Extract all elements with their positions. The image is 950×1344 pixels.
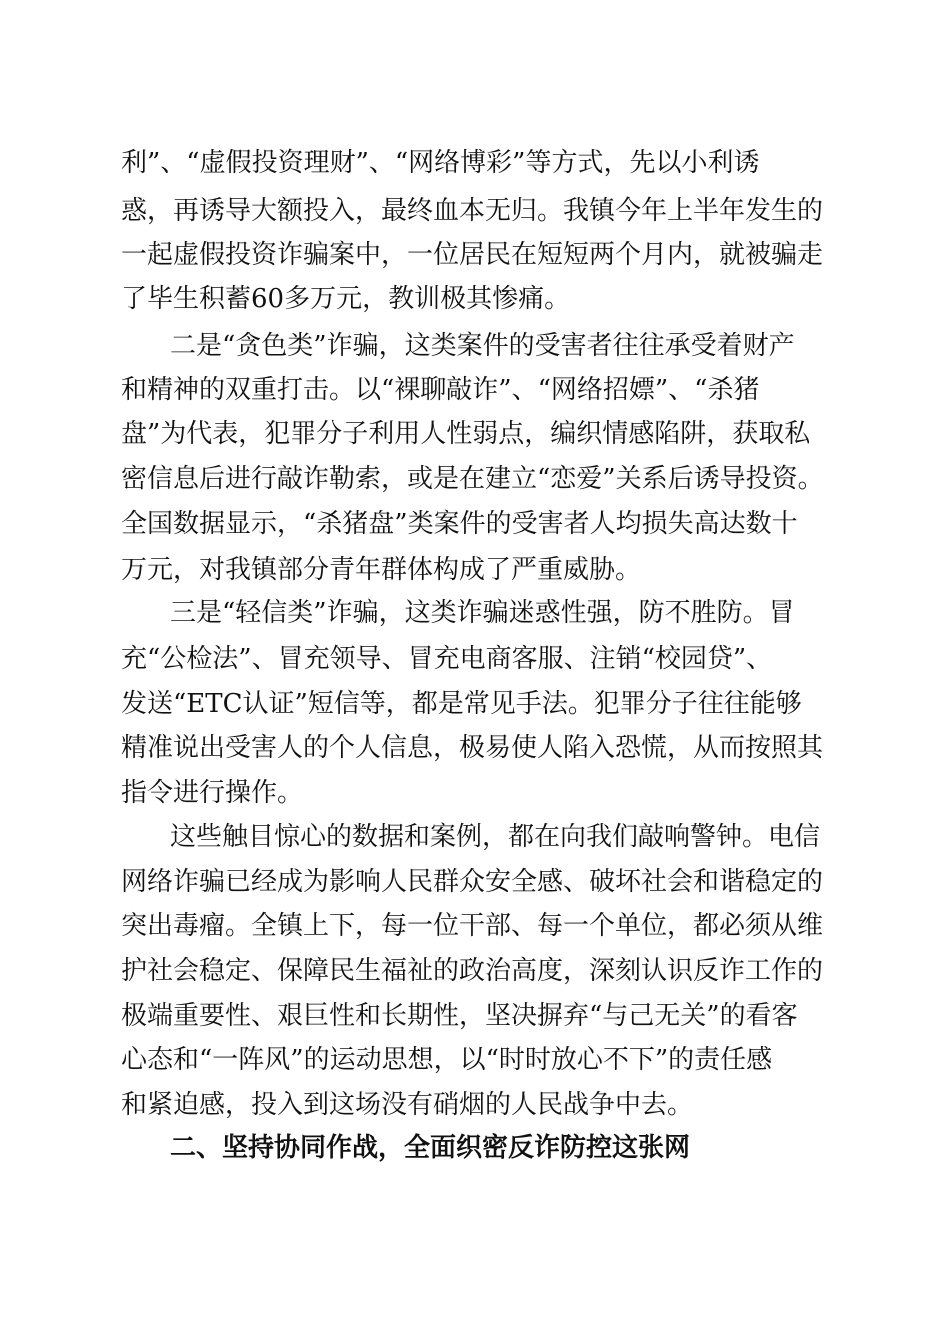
text-line: 一起虚假投资诈骗案中，一位居民在短短两个月内，就被骗走: [121, 240, 824, 270]
text-line: 和精神的双重打击。以“裸聊敲诈”、“网络招嫖”、“杀猪: [121, 375, 760, 405]
text-line: 和紧迫感，投入到这场没有硝烟的人民战争中去。: [121, 1090, 694, 1120]
text-line: 极端重要性、艰巨性和长期性，坚决摒弃“与己无关”的看客: [121, 1001, 798, 1031]
text-line: 突出毒瘤。全镇上下，每一位干部、每一个单位，都必须从维: [121, 911, 824, 941]
text-line: 三是“轻信类”诈骗，这类诈骗迷惑性强，防不胜防。冒: [170, 598, 795, 628]
text-line: 护社会稳定、保障民生福祉的政治高度，深刻认识反诈工作的: [121, 956, 824, 986]
section-heading: 二、坚持协同作战，全面织密反诈防控这张网: [170, 1133, 691, 1163]
text-line: 心态和“一阵风”的运动思想，以“时时放心不下”的责任感: [121, 1045, 773, 1075]
text-line: 惑，再诱导大额投入，最终血本无归。我镇今年上半年发生的: [121, 196, 824, 226]
text-line: 充“公检法”、冒充领导、冒充电商客服、注销“校园贷”、: [121, 644, 773, 674]
text-line: 利”、“虚假投资理财”、“网络博彩”等方式，先以小利诱: [121, 148, 760, 178]
text-line: 盘”为代表，犯罪分子利用人性弱点，编织情感陷阱，获取私: [121, 419, 811, 449]
text-line: 指令进行操作。: [121, 778, 304, 808]
text-line: 全国数据显示，“杀猪盘”类案件的受害者人均损失高达数十: [121, 509, 798, 539]
text-line: 网络诈骗已经成为影响人民群众安全感、破坏社会和谐稳定的: [121, 867, 824, 897]
text-line: 密信息后进行敲诈勒索，或是在建立“恋爱”关系后诱导投资。: [121, 464, 824, 494]
text-line: 二是“贪色类”诈骗，这类案件的受害者往往承受着财产: [170, 331, 795, 361]
text-line: 万元，对我镇部分青年群体构成了严重威胁。: [121, 555, 642, 585]
text-line: 精准说出受害人的个人信息，极易使人陷入恐慌，从而按照其: [121, 733, 824, 763]
text-line: 这些触目惊心的数据和案例，都在向我们敲响警钟。电信: [170, 822, 821, 852]
text-line: 发送“ETC认证”短信等，都是常见手法。犯罪分子往往能够: [121, 689, 802, 719]
text-line: 了毕生积蓄60多万元，教训极其惨痛。: [121, 284, 571, 314]
